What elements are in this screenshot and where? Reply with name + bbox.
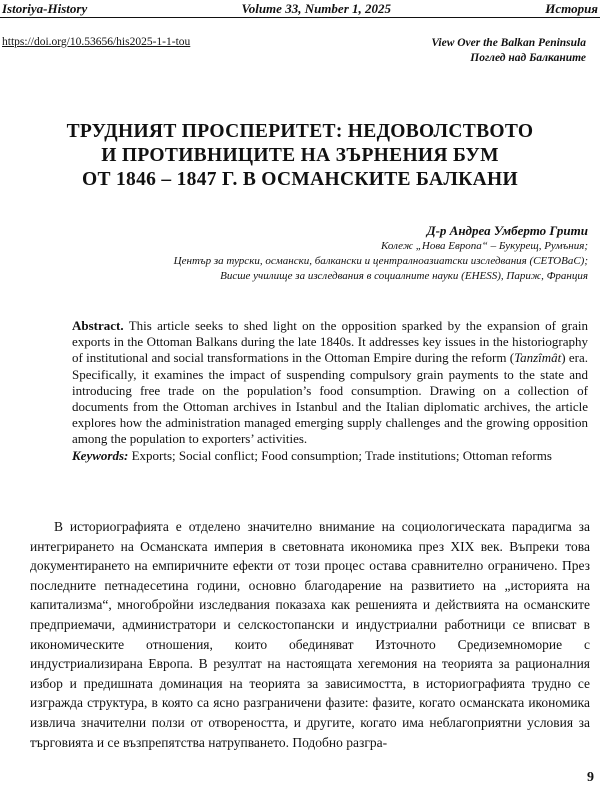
running-header <box>0 0 600 18</box>
title-line-2: И ПРОТИВНИЦИТЕ НА ЗЪРНЕНИЯ БУМ <box>101 145 499 166</box>
series-bg: Поглед над Балканите <box>470 52 586 64</box>
abstract-body-2: ) era. Specifically, it examines the impact of suspending compulsory grain payments to the state and introducing free trade on the population’s food consumption. Drawing on a collection of documents from the Ottoman archives in Istanbul and the Italian diplomatic archives, the article explores how the administration managed emerging supply challenges and the growing opposition among the population to exporters’ activities. <box>72 350 588 447</box>
author-affiliation-3: Висше училище за изследвания в социалните науки (EHESS), Париж, Франция <box>220 270 588 282</box>
article-title <box>40 120 560 192</box>
title-line-3: ОТ 1846 – 1847 Г. В ОСМАНСКИТЕ БАЛКАНИ <box>82 169 518 190</box>
article-meta <box>0 36 600 66</box>
title-line-1: ТРУДНИЯТ ПРОСПЕРИТЕТ: НЕДОВОЛСТВОТО <box>66 121 534 142</box>
keywords-label: Keywords: <box>72 447 129 463</box>
body-paragraph: В историографията е отделено значително внимание на социологическата парадигма за интегрирането на Османската империя в световната икономика през XIX век. Въпреки това документирането на емпиричните ефекти от този процес остава сравнително ограничено. През последните петнадесетина години, основно благодарение на развитието на „историята на капитализма“, многобройни изследвания показаха как решенията и действията на османските предприемачи, администратори и селскостопански и индустриални работници се вписват в икономическите отношения, които обединяват Източното Средиземноморие с индустриализирана Европа. В резултат на настоящата хегемония на теорията за рационалния избор и предишната доминация на теорията за зависимостта, в историографията трудно се изгражда структура, в която са ясно разграничени фазите: фазите, когато османската икономика извлича значителни ползи от отвореността, и другите, когато има неблагоприятни условия за търговията и се възпрепятства натрупването. Подобно разгра- <box>30 519 590 750</box>
abstract-label: Abstract. <box>72 318 124 333</box>
section-series <box>431 36 600 66</box>
abstract <box>72 318 588 464</box>
journal-issue: Volume 33, Number 1, 2025 <box>241 0 391 16</box>
page-number: 9 <box>587 770 594 785</box>
journal-name-bg: История <box>545 0 598 16</box>
abstract-text <box>72 318 588 448</box>
author-affiliation-2: Център за турски, османски, балкански и централноазиатски изследвания (CETOBaC); <box>173 255 588 267</box>
series-en: View Over the Balkan Peninsula <box>431 37 586 49</box>
journal-name: Istoriya-History <box>2 0 88 16</box>
keywords-list: Exports; Social conflict; Food consumption; Trade institutions; Ottoman reforms <box>128 447 552 463</box>
author-affiliation-1: Колеж „Нова Европа“ – Букурещ, Румъния; <box>381 240 588 252</box>
abstract-term: Tanzîmât <box>514 350 562 366</box>
author-block <box>28 222 588 284</box>
author-name: Д-р Андреа Умберто Грити <box>426 223 588 238</box>
abstract-body-1: This article seeks to shed light on the opposition sparked by the expansion of grain exports in the Ottoman Balkans during the late 1840s. It addresses key issues in the historiography of institutional and social transformations in the Ottoman Empire during the reform ( <box>72 318 588 366</box>
doi-link[interactable]: https://doi.org/10.53656/his2025-1-1-tou <box>2 36 191 48</box>
keywords <box>72 448 588 464</box>
